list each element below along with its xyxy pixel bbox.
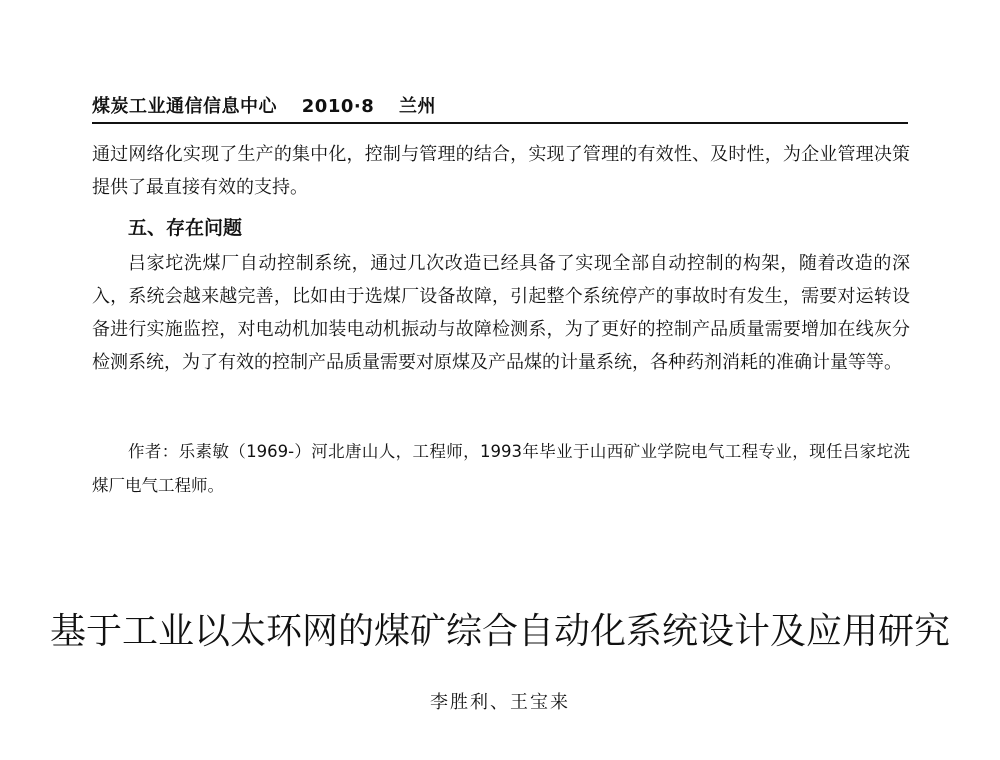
next-article-title: 基于工业以太环网的煤矿综合自动化系统设计及应用研究 xyxy=(49,611,950,652)
header-location: 兰州 xyxy=(399,96,437,117)
continued-paragraph: 通过网络化实现了生产的集中化，控制与管理的结合，实现了管理的有效性、及时性，为企业管理决策提供了最直接有效的支持。 xyxy=(92,144,910,198)
author-note: 作者：乐素敏（1969-）河北唐山人，工程师，1993年毕业于山西矿业学院电气工程专业，现任吕家坨洗煤厂电气工程师。 xyxy=(92,442,910,495)
header-issue: 2010·8 xyxy=(301,96,375,117)
problems-paragraph: 吕家坨洗煤厂自动控制系统，通过几次改造已经具备了实现全部自动控制的构架，随着改造的深入，系统会越来越完善，比如由于选煤厂设备故障，引起整个系统停产的事故时有发生，需要对运转设备进行实施监控，对电动机加装电动机振动与故障检测系，为了更好的控制产品质量需要增加在线灰分检测系统，为了有效的控制产品质量需要对原煤及产品煤的计量系统，各种药剂消耗的准确计量等等。 xyxy=(92,253,910,373)
section-heading: 五、存在问题 xyxy=(128,217,243,239)
header-publication: 煤炭工业通信信息中心 xyxy=(92,96,277,117)
running-header xyxy=(92,92,454,118)
header-rule xyxy=(92,122,908,124)
next-article-authors: 李胜利、王宝来 xyxy=(430,692,570,713)
